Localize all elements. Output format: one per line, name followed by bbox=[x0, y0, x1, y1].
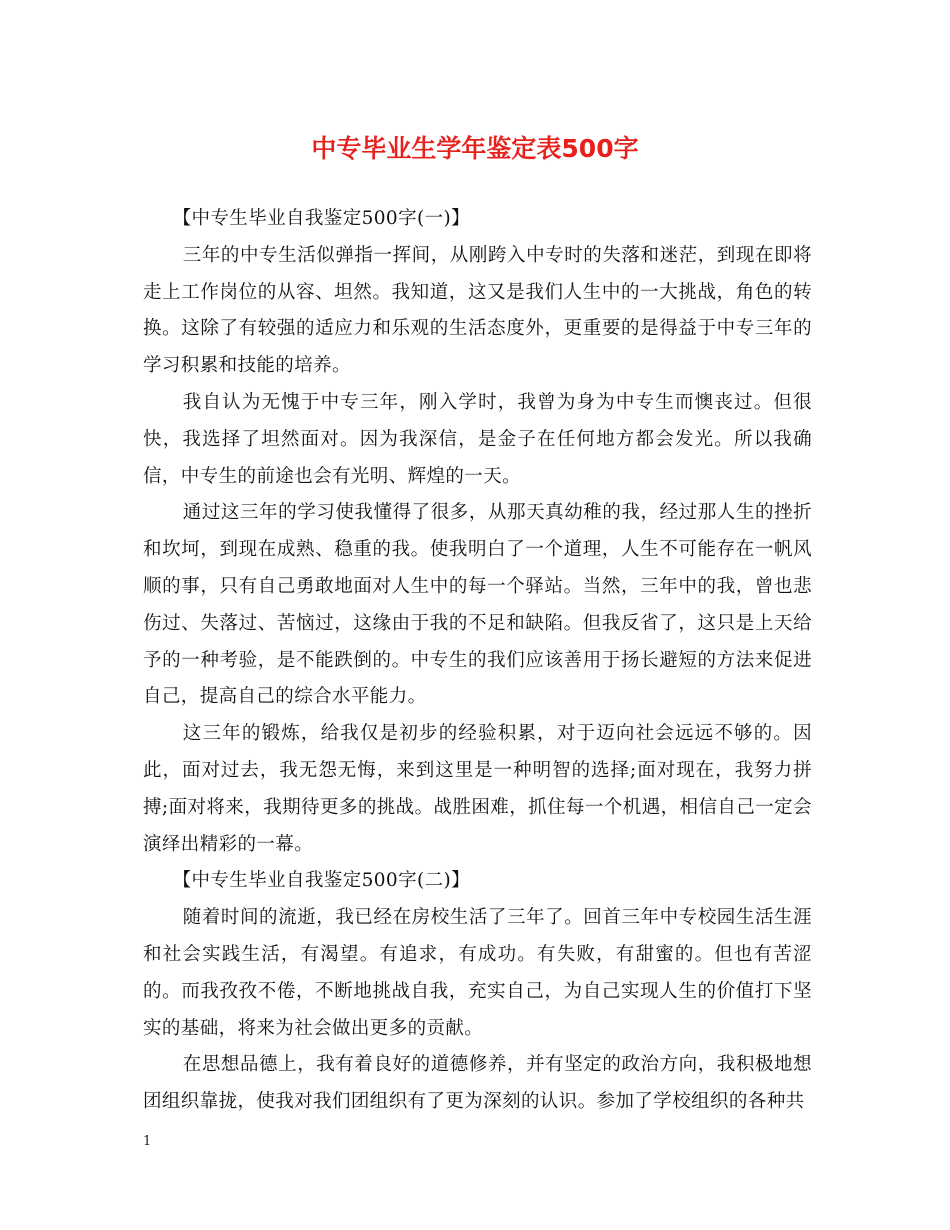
paragraph: 在思想品德上，我有着良好的道德修养，并有坚定的政治方向，我积极地想团组织靠拢，使我对我们团组织有了更为深刻的认识。参加了学校组织的各种共 bbox=[143, 1054, 812, 1113]
paragraph: 三年的中专生活似弹指一挥间，从刚跨入中专时的失落和迷茫，到现在即将走上工作岗位的从容、坦然。我知道，这又是我们人生中的一大挑战，角色的转换。这除了有较强的适应力和乐观的生活态度外，更重要的是得益于中专三年的学习积累和技能的培养。 bbox=[143, 244, 812, 377]
paragraph: 随着时间的流逝，我已经在房校生活了三年了。回首三年中专校园生活生涯和社会实践生活，有渴望。有追求，有成功。有失败，有甜蜜的。但也有苦涩的。而我孜孜不倦，不断地挑战自我，充实自己，为自己实现人生的价值打下坚实的基础，将来为社会做出更多的贡献。 bbox=[143, 907, 812, 1039]
paragraph: 我自认为无愧于中专三年，刚入学时，我曾为身为中专生而懊丧过。但很快，我选择了坦然面对。因为我深信，是金子在任何地方都会发光。所以我确信，中专生的前途也会有光明、辉煌的一天。 bbox=[143, 391, 812, 487]
page-number: 1 bbox=[143, 1134, 152, 1149]
document-body bbox=[143, 201, 812, 1121]
document-title: 中专毕业生学年鉴定表500字 bbox=[311, 134, 639, 163]
paragraph: 通过这三年的学习使我懂得了很多，从那天真幼稚的我，经过那人生的挫折和坎坷，到现在成熟、稳重的我。使我明白了一个道理，人生不可能存在一帆风顺的事，只有自己勇敢地面对人生中的每一个驿站。当然，三年中的我，曾也悲伤过、失落过、苦恼过，这缘由于我的不足和缺陷。但我反省了，这只是上天给予的一种考验，是不能跌倒的。中专生的我们应该善用于扬长避短的方法来促进自己，提高自己的综合水平能力。 bbox=[143, 502, 812, 708]
paragraph: 这三年的锻炼，给我仅是初步的经验积累，对于迈向社会远远不够的。因此，面对过去，我无怨无悔，来到这里是一种明智的选择;面对现在，我努力拼搏;面对将来，我期待更多的挑战。战胜困难，抓住每一个机遇，相信自己一定会演绎出精彩的一幕。 bbox=[143, 723, 812, 855]
section-heading-1: 【中专生毕业自我鉴定500字(一)】 bbox=[172, 208, 471, 229]
section-heading-2: 【中专生毕业自我鉴定500字(二)】 bbox=[172, 870, 471, 892]
